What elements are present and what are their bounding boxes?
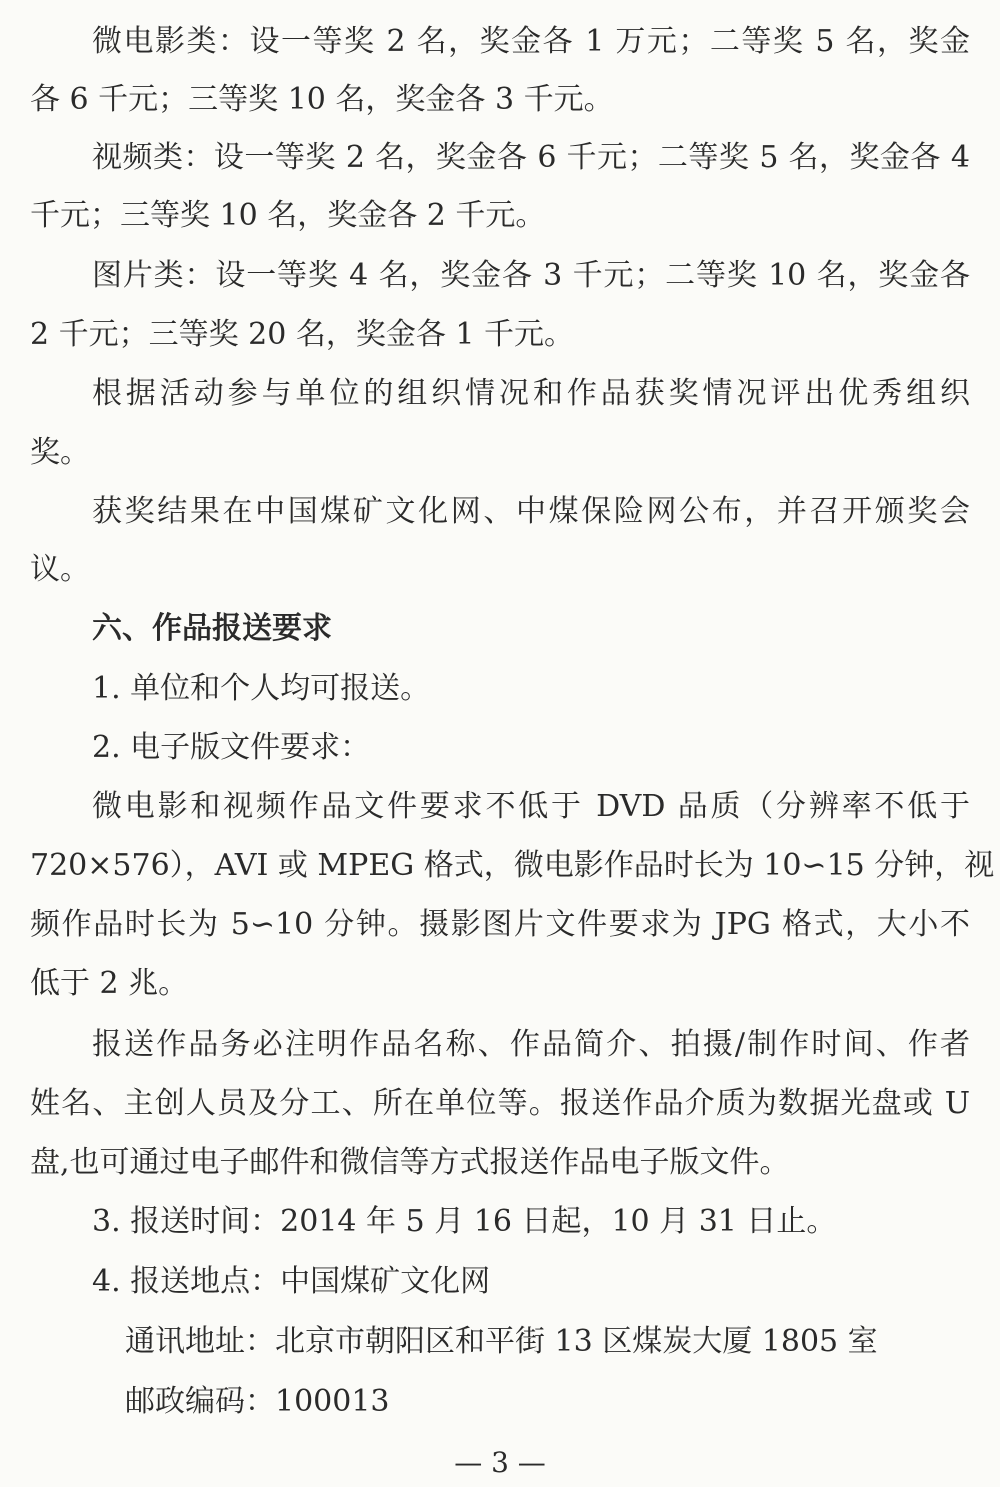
list-item: 3. 报送时间：2014 年 5 月 16 日起，10 月 31 日止。 bbox=[92, 1204, 837, 1239]
paragraph-line: 微电影类：设一等奖 2 名，奖金各 1 万元；二等奖 5 名，奖金 bbox=[92, 24, 970, 59]
list-item: 2. 电子版文件要求： bbox=[92, 730, 371, 765]
paragraph-line: 盘,也可通过电子邮件和微信等方式报送作品电子版文件。 bbox=[30, 1145, 790, 1180]
list-item: 1. 单位和个人均可报送。 bbox=[92, 671, 431, 706]
address-line: 通讯地址：北京市朝阳区和平街 13 区煤炭大厦 1805 室 bbox=[125, 1324, 878, 1359]
paragraph-line: 获奖结果在中国煤矿文化网、中煤保险网公布，并召开颁奖会 bbox=[92, 494, 970, 529]
paragraph-line: 根据活动参与单位的组织情况和作品获奖情况评出优秀组织 bbox=[92, 376, 970, 411]
paragraph-line: 议。 bbox=[30, 552, 90, 587]
page-number: — 3 — bbox=[454, 1446, 546, 1479]
section-heading: 六、作品报送要求 bbox=[92, 611, 332, 646]
paragraph-line: 微电影和视频作品文件要求不低于 DVD 品质（分辨率不低于 bbox=[92, 789, 970, 824]
paragraph-line: 报送作品务必注明作品名称、作品简介、拍摄/制作时间、作者 bbox=[92, 1027, 970, 1062]
paragraph-line: 720×576），AVI 或 MPEG 格式，微电影作品时长为 10∽15 分钟，视 bbox=[30, 848, 995, 883]
paragraph-line: 姓名、主创人员及分工、所在单位等。报送作品介质为数据光盘或 U bbox=[30, 1086, 970, 1121]
paragraph-line: 千元；三等奖 10 名，奖金各 2 千元。 bbox=[30, 198, 546, 233]
postal-code-line: 邮政编码：100013 bbox=[125, 1384, 390, 1419]
paragraph-line: 2 千元；三等奖 20 名，奖金各 1 千元。 bbox=[30, 317, 575, 352]
paragraph-line: 图片类：设一等奖 4 名，奖金各 3 千元；二等奖 10 名，奖金各 bbox=[92, 258, 970, 293]
paragraph-line: 各 6 千元；三等奖 10 名，奖金各 3 千元。 bbox=[30, 82, 614, 117]
paragraph-line: 低于 2 兆。 bbox=[30, 966, 189, 1001]
paragraph-line: 频作品时长为 5∽10 分钟。摄影图片文件要求为 JPG 格式，大小不 bbox=[30, 907, 970, 942]
paragraph-line: 奖。 bbox=[30, 435, 90, 470]
list-item: 4. 报送地点：中国煤矿文化网 bbox=[92, 1264, 491, 1299]
paragraph-line: 视频类：设一等奖 2 名，奖金各 6 千元；二等奖 5 名，奖金各 4 bbox=[92, 140, 970, 175]
